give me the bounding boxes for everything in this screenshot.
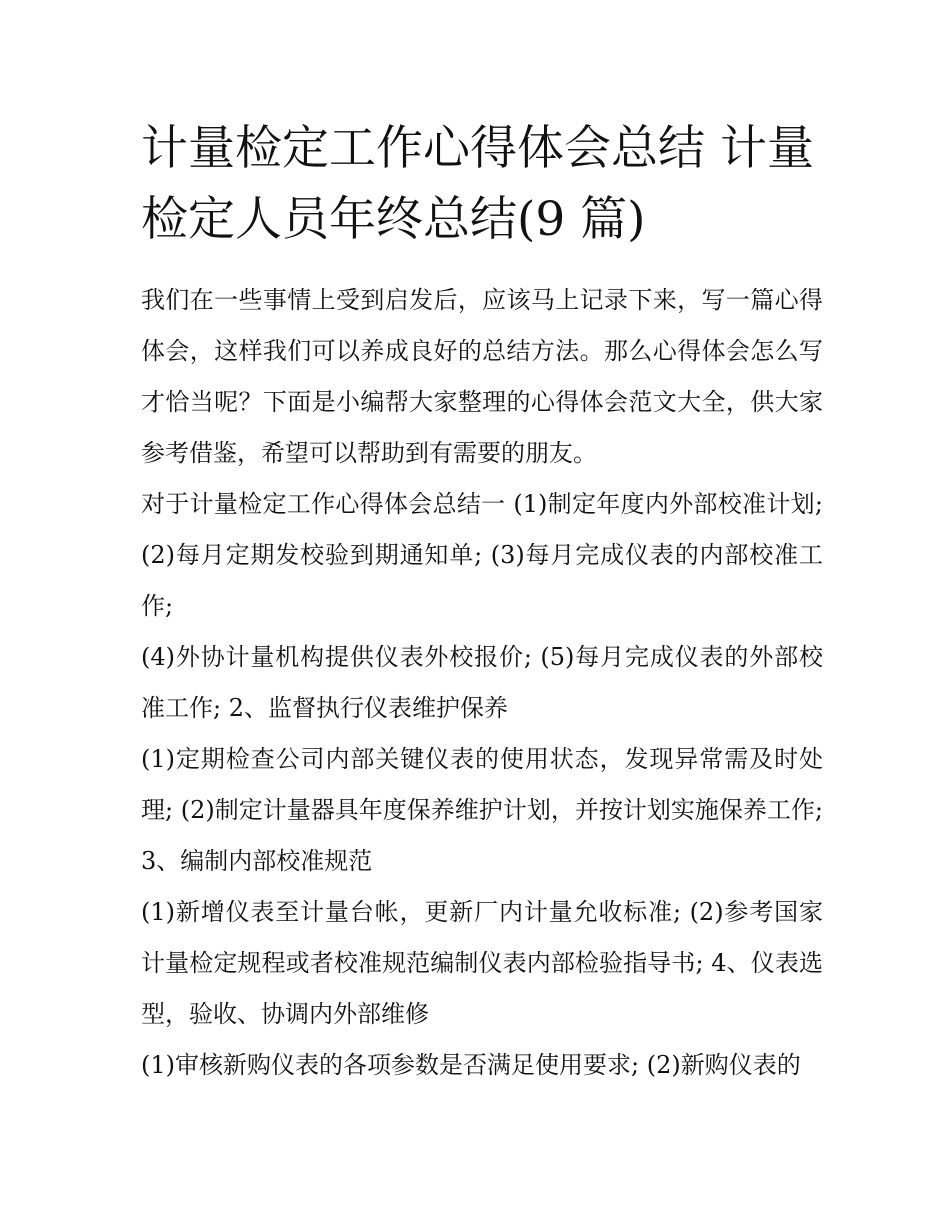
document-body — [141, 275, 823, 1091]
paragraph-4: (1)新增仪表至计量台帐，更新厂内计量允收标准; (2)参考国家计量检定规程或者校准规范编制仪表内部检验指导书; 4、仪表选型，验收、协调内外部维修 — [141, 898, 823, 1028]
paragraph-5: (1)审核新购仪表的各项参数是否满足使用要求; (2)新购仪表的 — [141, 1051, 801, 1079]
document-title: 计量检定工作心得体会总结 计量检定人员年终总结(9 篇) — [141, 121, 814, 247]
paragraph-1: 对于计量检定工作心得体会总结一 (1)制定年度内外部校准计划; (2)每月定期发校验到期通知单; (3)每月完成仪表的内部校准工作; — [141, 490, 823, 620]
paragraph-intro: 我们在一些事情上受到启发后，应该马上记录下来，写一篇心得体会，这样我们可以养成良好的总结方法。那么心得体会怎么写才恰当呢？下面是小编帮大家整理的心得体会范文大全，供大家参考借鉴，希望可以帮助到有需要的朋友。 — [141, 286, 823, 467]
paragraph-3: (1)定期检查公司内部关键仪表的使用状态，发现异常需及时处理; (2)制定计量器具年度保养维护计划，并按计划实施保养工作; 3、编制内部校准规范 — [141, 745, 823, 875]
paragraph-2: (4)外协计量机构提供仪表外校报价; (5)每月完成仪表的外部校准工作; 2、监督执行仪表维护保养 — [141, 643, 823, 722]
